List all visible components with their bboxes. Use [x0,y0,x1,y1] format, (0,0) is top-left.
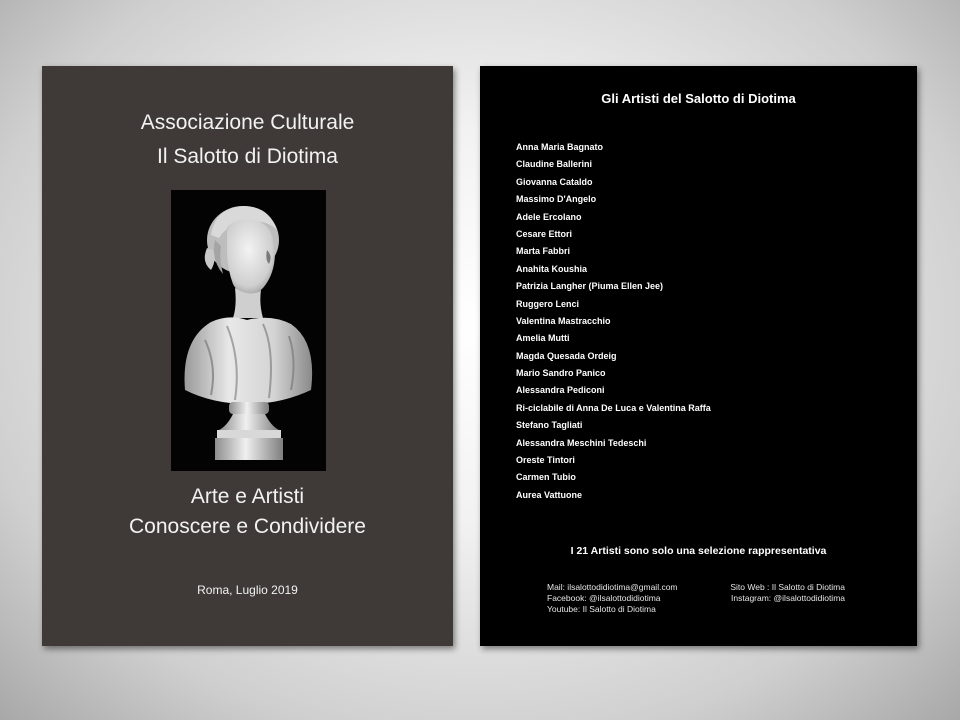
contact-youtube: Youtube: Il Salotto di Diotima [547,604,656,614]
artist-item: Stefano Tagliati [516,420,583,431]
contact-mail: Mail: ilsalottodidiotima@gmail.com [547,582,678,592]
cover-subtitle [42,482,453,542]
contact-website: Sito Web : Il Salotto di Diotima [730,582,845,592]
contacts-left [547,582,678,615]
cover-place-date: Roma, Luglio 2019 [197,583,298,597]
contacts-right [730,582,845,604]
artist-item: Cesare Ettori [516,228,573,239]
artist-item: Anahita Koushia [516,263,588,274]
artist-item: Anna Maria Bagnato [516,142,604,152]
cover-page [42,66,453,646]
artist-item: Oreste Tintori [516,455,575,466]
cover-subtitle-line2: Conoscere e Condividere [129,515,366,538]
artist-item: Claudine Ballerini [516,159,593,170]
artist-item: Alessandra Pediconi [516,385,605,396]
artists-heading: Gli Artisti del Salotto di Diotima [601,91,796,106]
cover-title-line2: Il Salotto di Diotima [157,145,338,168]
selection-note: I 21 Artisti sono solo una selezione rappresentativa [570,545,827,557]
bust-sculpture-illustration [171,190,326,471]
artist-item: Ri-ciclabile di Anna De Luca e Valentina Raffa [516,402,711,413]
artist-item: Marta Fabbri [516,246,571,257]
artist-item: Carmen Tubio [516,472,576,483]
contact-instagram: Instagram: @ilsalottodidiotima [731,593,845,603]
artists-page [480,66,917,646]
cover-title [42,106,453,174]
artist-item: Patrizia Langher (Piuma Ellen Jee) [516,281,664,292]
artist-item: Giovanna Cataldo [516,176,593,187]
artist-item: Adele Ercolano [516,211,582,222]
contact-facebook: Facebook: @ilsalottodidiotima [547,593,661,603]
artist-item: Magda Quesada Ordeig [516,350,617,361]
artist-list [516,141,711,506]
artist-item: Amelia Mutti [516,333,570,344]
artist-item: Ruggero Lenci [516,298,580,309]
artist-item: Massimo D'Angelo [516,194,597,205]
bust-image [171,190,326,471]
artist-item: Alessandra Meschini Tedeschi [516,437,647,448]
artist-item: Valentina Mastracchio [516,315,611,326]
artist-item: Aurea Vattuone [516,489,583,500]
cover-title-line1: Associazione Culturale [140,111,355,134]
artist-item: Mario Sandro Panico [516,368,606,379]
cover-subtitle-line1: Arte e Artisti [190,485,305,508]
